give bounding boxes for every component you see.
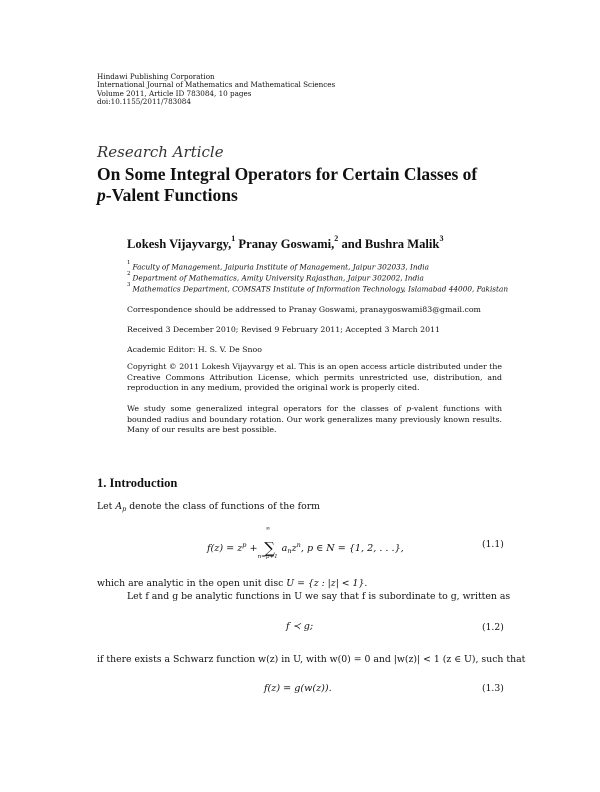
volume-info: Volume 2011, Article ID 783084, 10 pages [97,88,252,98]
author-list [127,234,444,252]
equation-number: (1.1) [482,539,504,550]
doi: doi:10.1155/2011/783084 [97,97,191,107]
coefficient-subscript: n [287,547,292,555]
affiliation [127,273,424,282]
affiliation-text: Mathematics Department, COMSATS Institute of Information Technology, Islamabad 44000, Pakistan [132,284,509,294]
journal-name: International Journal of Mathematics and Mathematical Sciences [97,80,336,90]
article-title [97,164,527,206]
title-p-symbol: p [97,185,106,205]
author-affiliation-marker: 3 [439,234,444,243]
author-name: Lokesh Vijayvargy, [127,237,232,251]
coefficient: a [281,543,288,554]
affiliation-marker: 1 [127,260,131,266]
journal-header [97,73,335,107]
summation [257,526,279,560]
title-line-1: On Some Integral Operators for Certain Classes of [97,164,478,184]
sum-symbol: ∑ [264,539,275,557]
body-text: denote the class of functions of the form [126,501,320,512]
article-type: Research Article [97,143,224,161]
math-subscript: p [122,505,127,513]
body-line [97,501,320,512]
equation-lhs: f(z) = z [207,543,243,554]
title-line-2-rest: -Valent Functions [105,185,238,205]
copyright-notice: Copyright © 2011 Lokesh Vijayvargy et al. This is an open access article distributed under the Creative Commons Attribution License, which permits unrestricted use, distribution, and reproduction in any medium, provided the original work is properly cited. [127,362,502,393]
equation-operator: + [246,543,261,554]
sum-lower-limit: n=p+1 [257,554,278,560]
abstract-p-symbol: p [406,404,412,413]
body-line [97,578,367,589]
equation-exponent: p [242,541,247,549]
abstract [127,404,502,436]
author-connector: and [341,237,362,251]
equation-1-3: f(z) = g(w(z)). [264,683,332,694]
equation-number: (1.2) [482,622,504,633]
affiliation [127,284,508,293]
affiliation-text: Department of Mathematics, Amity University Rajasthan, Jaipur 302002, India [132,273,424,283]
author-name: Bushra Malik [364,237,440,251]
equation-condition: , p ∈ N = {1, 2, . . .}, [300,543,404,554]
body-text: Let [97,501,116,512]
equation-1-1 [207,526,404,560]
affiliation-marker: 2 [127,271,131,277]
sum-upper-limit: ∞ [265,526,271,532]
abstract-text-rest: -valent functions with bounded radius and boundary rotation. Our work generalizes many previously known results. Many of our results are best possible. [127,404,502,435]
academic-editor: Academic Editor: H. S. V. De Snoo [127,345,262,354]
equation-1-2: f ≺ g; [286,621,314,632]
section-heading [97,476,177,491]
section-title: Introduction [109,476,178,490]
abstract-text: We study some generalized integral operators for the classes of [127,404,407,413]
body-line: Let f and g be analytic functions in U we say that f is subordinate to g, written as [127,591,511,602]
author-name: Pranay Goswami, [238,237,335,251]
publisher: Hindawi Publishing Corporation [97,72,215,81]
author-affiliation-marker: 1 [231,234,236,243]
variable-exponent: n [296,541,301,549]
section-number: 1. [97,476,107,490]
math-expression: U = {z : |z| < 1}. [286,578,368,589]
body-text: which are analytic in the open unit disc [97,578,287,589]
publication-dates: Received 3 December 2010; Revised 9 February 2011; Accepted 3 March 2011 [127,325,441,334]
affiliation-marker: 3 [127,282,131,288]
title-line-2 [97,185,527,206]
equation-number: (1.3) [482,683,504,694]
variable: z [291,543,297,554]
correspondence: Correspondence should be addressed to Pranay Goswami, pranaygoswami83@gmail.com [127,305,481,314]
affiliation [127,262,429,271]
body-line: if there exists a Schwarz function w(z) in U, with w(0) = 0 and |w(z)| < 1 (z ∈ U), such that [97,654,526,665]
author-affiliation-marker: 2 [334,234,339,243]
math-symbol: A [115,501,123,512]
affiliation-text: Faculty of Management, Jaipuria Institute of Management, Jaipur 302033, India [132,262,429,272]
